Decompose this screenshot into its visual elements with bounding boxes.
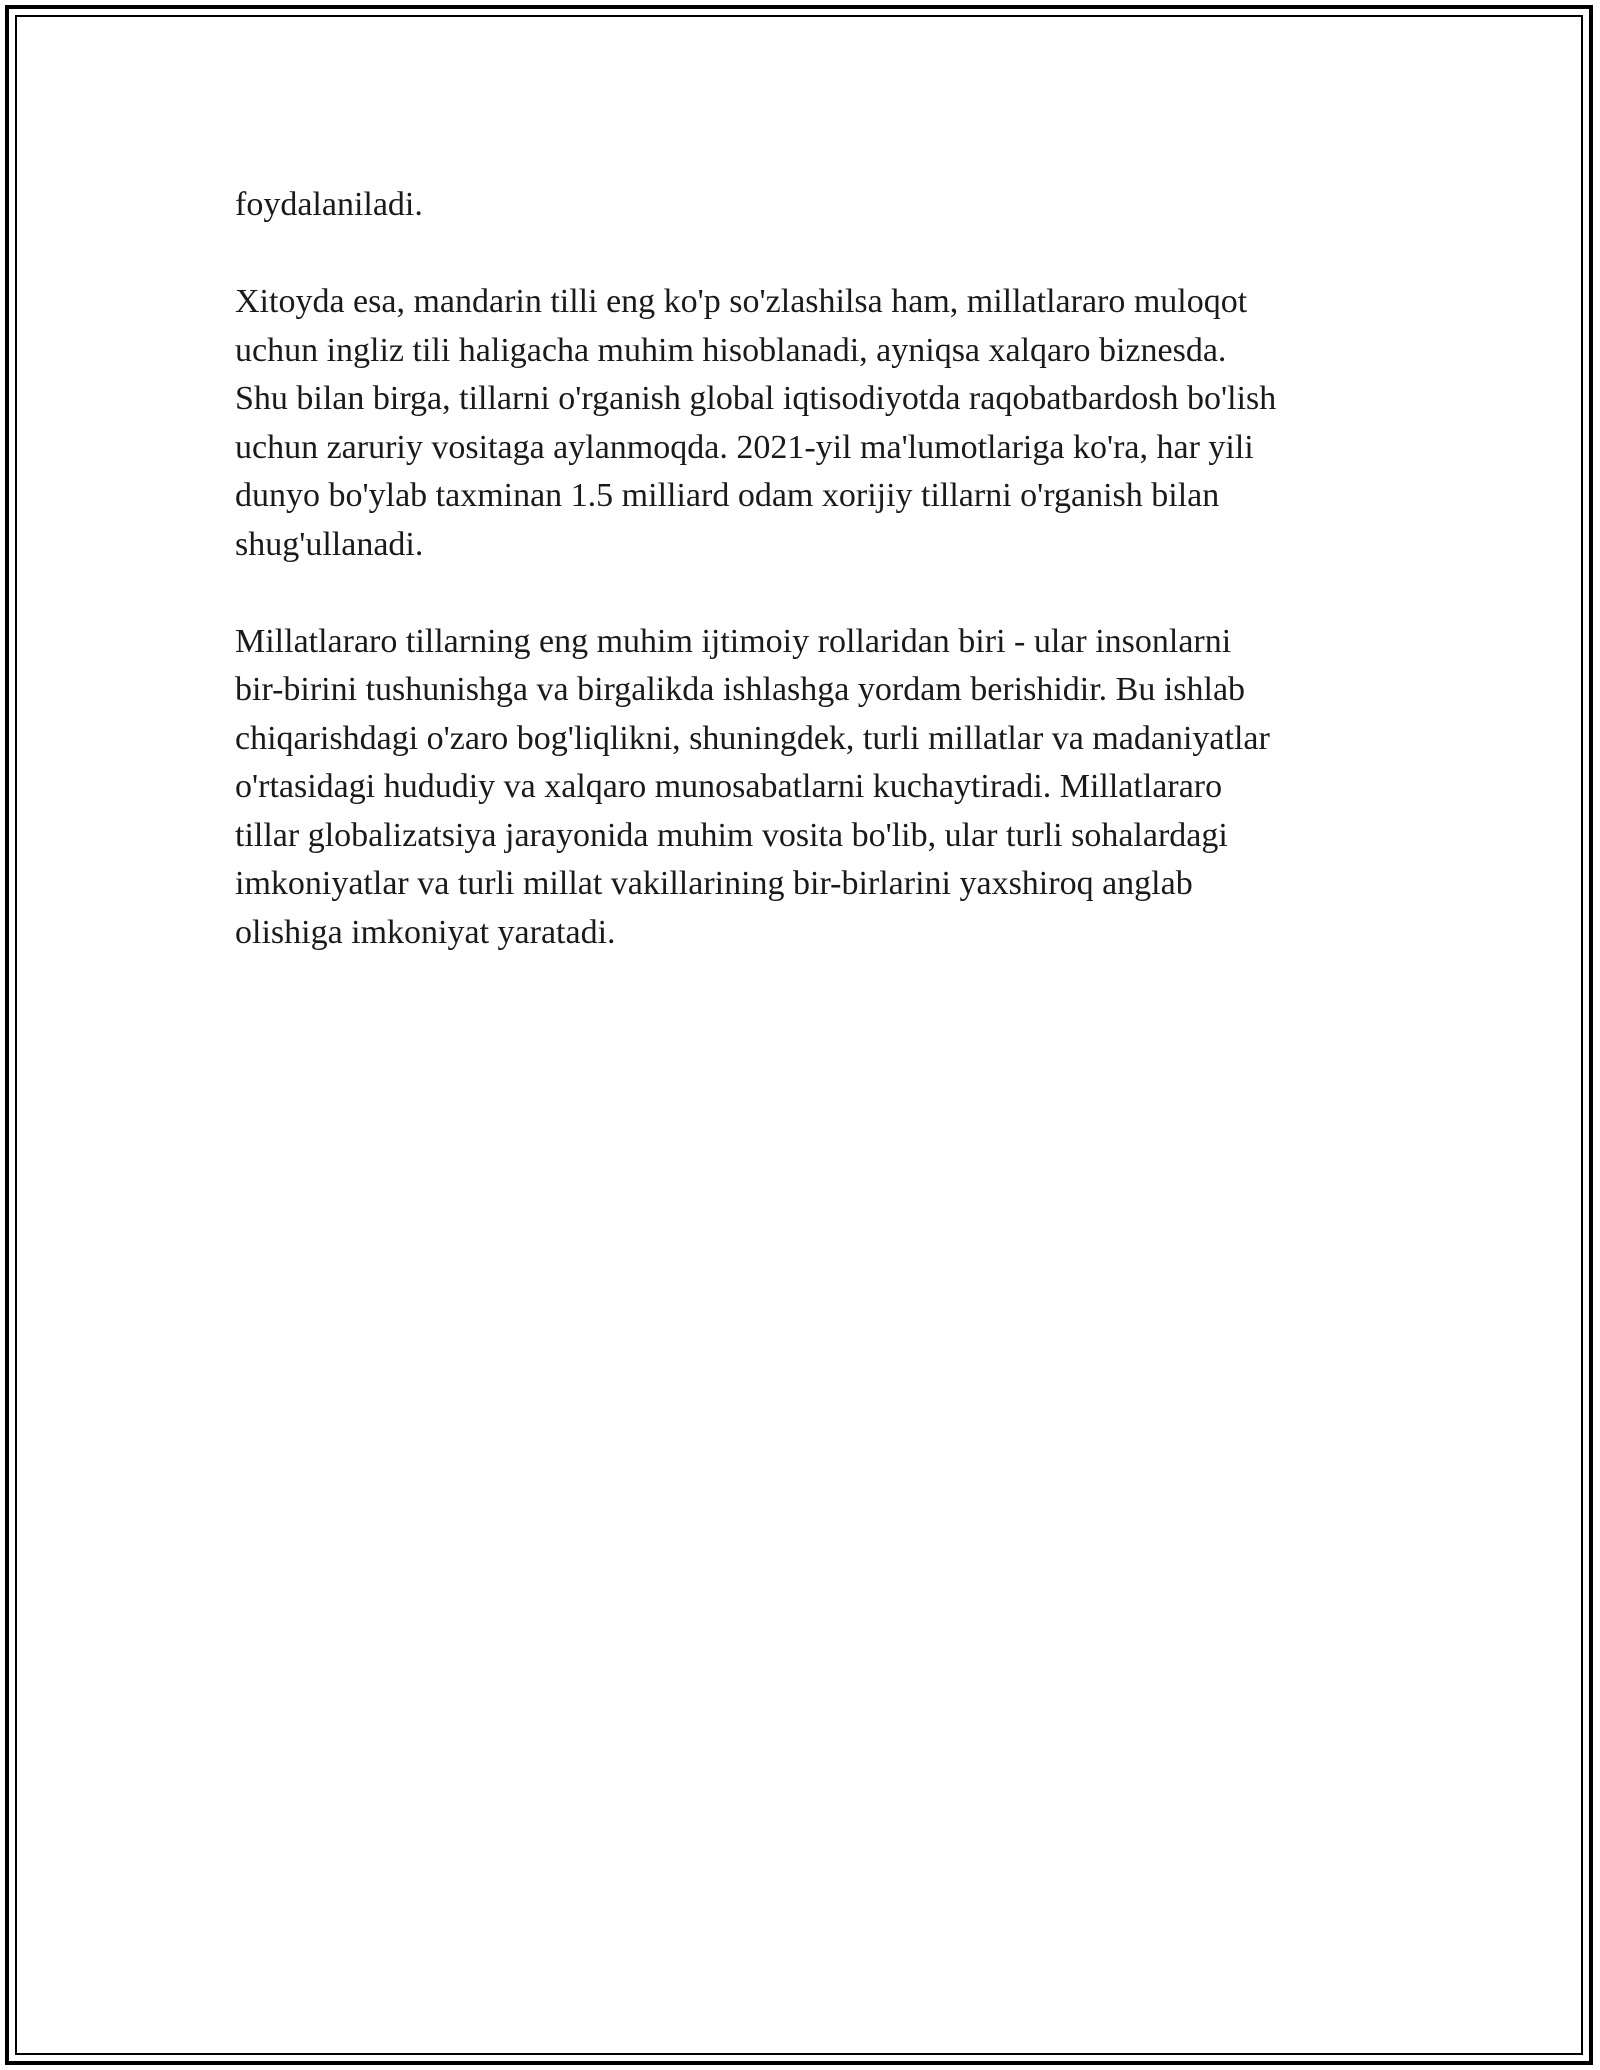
text-line: shug'ullanadi. [235,525,424,563]
text-line: uchun ingliz tili haligacha muhim hisoblanadi, ayniqsa xalqaro biznesda. [235,331,1227,369]
text-line: o'rtasidagi hududiy va xalqaro munosabatlarni kuchaytiradi. Millatlararo [235,768,1223,805]
paragraph-2 [235,278,1395,569]
paragraph-1 [235,181,1395,230]
text-line: dunyo bo'ylab taxminan 1.5 milliard odam xorijiy tillarni o'rganish bilan [235,477,1220,514]
text-line: Xitoyda esa, mandarin tilli eng ko'p so'zlashilsa ham, millatlararo muloqot [235,283,1248,320]
document-body [235,181,1395,1006]
text-line: foydalaniladi. [235,186,423,223]
text-line: uchun zaruriy vositaga aylanmoqda. 2021-yil ma'lumotlariga ko'ra, har yili [235,428,1254,466]
text-line: chiqarishdagi o'zaro bog'liqlikni, shuningdek, turli millatlar va madaniyatlar [235,719,1270,757]
text-line: bir-birini tushunishga va birgalikda ishlashga yordam berishidir. Bu ishlab [235,671,1246,708]
text-line: Millatlararo tillarning eng muhim ijtimoiy rollaridan biri - ular insonlarni [235,622,1232,660]
text-line: Shu bilan birga, tillarni o'rganish global iqtisodiyotda raqobatbardosh bo'lish [235,380,1277,417]
text-line: imkoniyatlar va turli millat vakillarining bir-birlarini yaxshiroq anglab [235,865,1193,902]
text-line: tillar globalizatsiya jarayonida muhim vosita bo'lib, ular turli sohalardagi [235,816,1228,854]
paragraph-3 [235,618,1395,958]
text-line: olishiga imkoniyat yaratadi. [235,913,616,951]
